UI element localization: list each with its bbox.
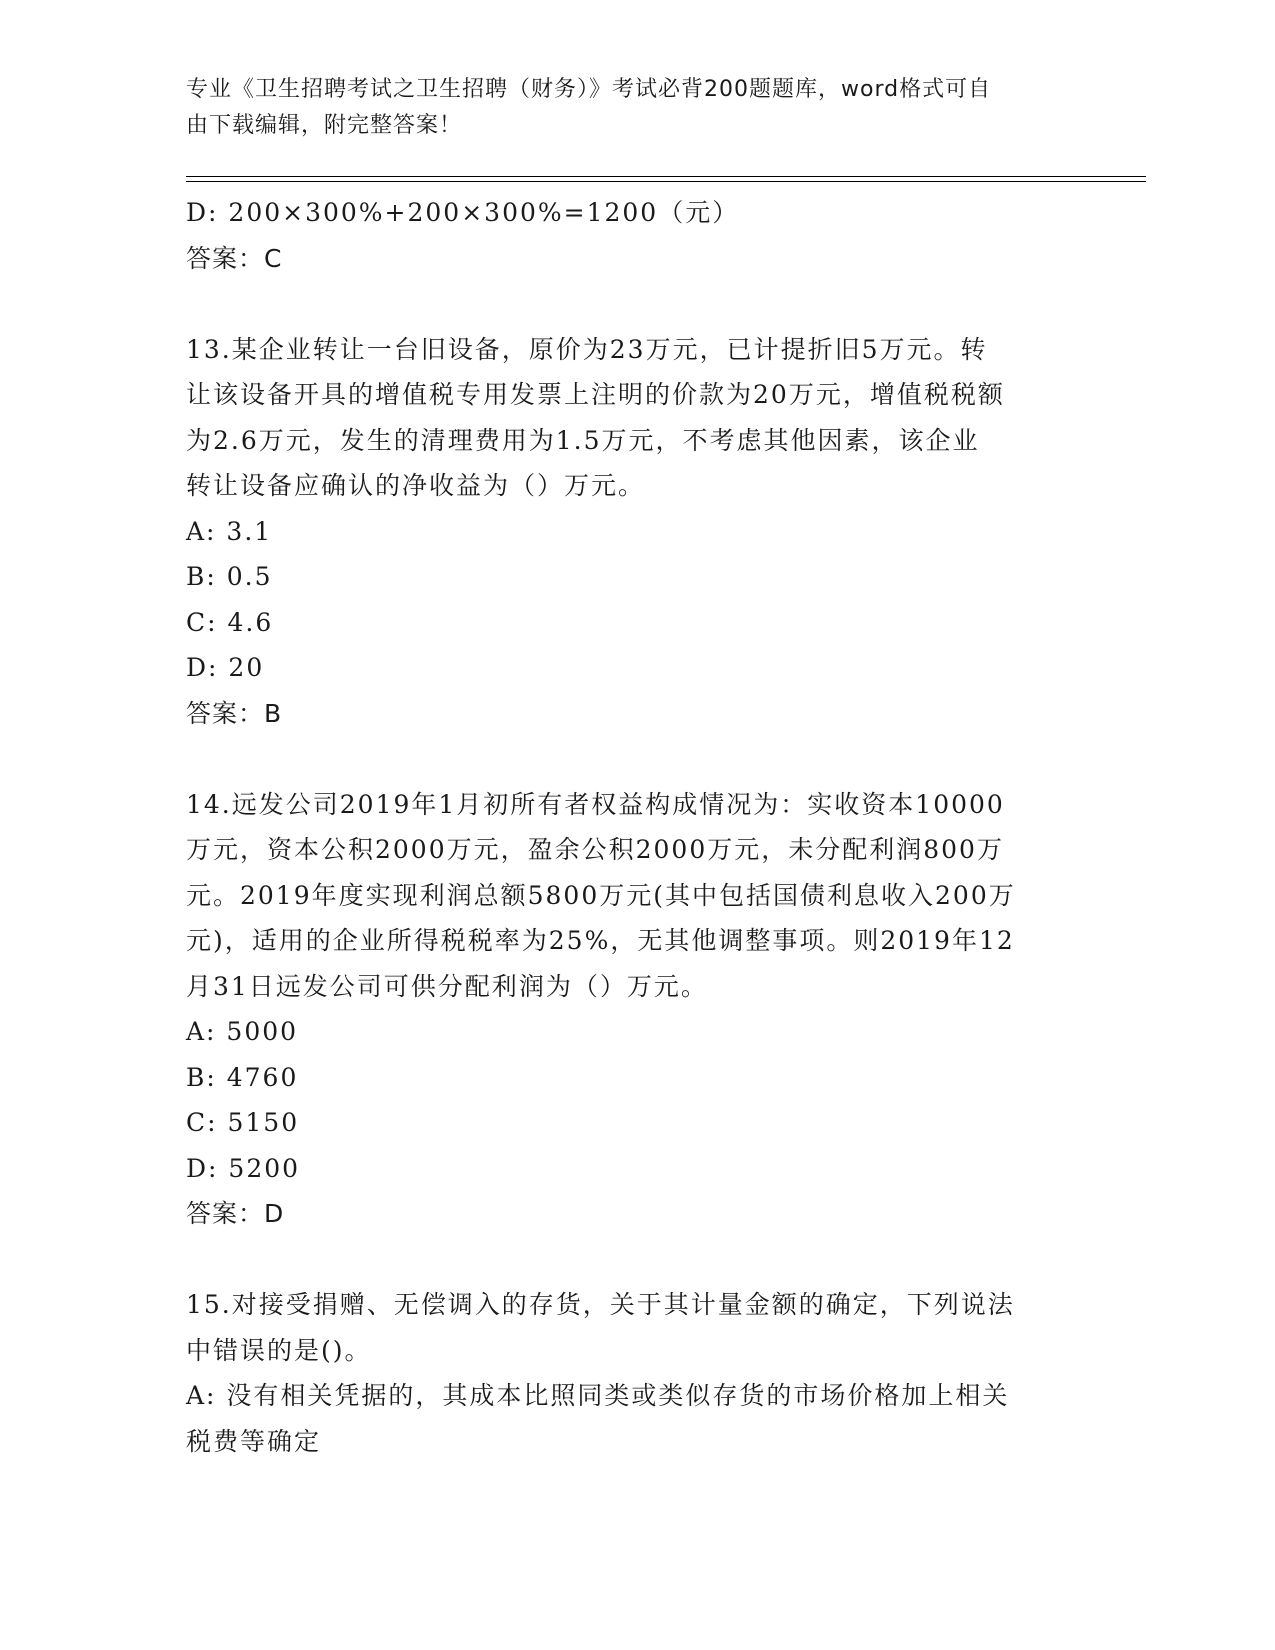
header-line-2: 由下载编辑，附完整答案！ — [186, 113, 463, 138]
header-divider-bottom — [186, 181, 1146, 182]
answer-line: 答案：B — [186, 698, 283, 728]
spacer — [186, 1237, 1066, 1283]
question-text-line: 13.某企业转让一台旧设备，原价为23万元，已计提折旧5万元。转 — [186, 334, 988, 364]
option-d: D: 5200 — [186, 1153, 301, 1183]
option-a: A: 3.1 — [186, 516, 273, 546]
question-text-line: 15.对接受捐赠、无偿调入的存货，关于其计量金额的确定，下列说法 — [186, 1290, 1015, 1319]
question-text-line: 元)，适用的企业所得税税率为25%，无其他调整事项。则2019年12 — [186, 926, 1015, 955]
option-a-continued: 税费等确定 — [186, 1426, 322, 1456]
question-13 — [186, 327, 1066, 737]
previous-question-tail — [186, 190, 1066, 281]
option-b: B: 0.5 — [186, 562, 273, 591]
spacer — [186, 736, 1066, 782]
question-text-line: 万元，资本公积2000万元，盈余公积2000万元，未分配利润800万 — [186, 835, 1004, 864]
answer-line: 答案：C — [186, 243, 283, 273]
question-text-line: 14.远发公司2019年1月初所有者权益构成情况为：实收资本10000 — [186, 789, 1005, 819]
option-a: A: 没有相关凭据的，其成本比照同类或类似存货的市场价格加上相关 — [186, 1381, 1010, 1410]
question-text-line: 为2.6万元，发生的清理费用为1.5万元，不考虑其他因素，该企业 — [186, 425, 980, 455]
header-line-1: 专业《卫生招聘考试之卫生招聘（财务）》考试必背200题题库，word格式可自 — [186, 77, 992, 102]
option-d: D: 200×300%+200×300%=1200（元） — [186, 198, 740, 227]
question-text-line: 元。2019年度实现利润总额5800万元(其中包括国债利息收入200万 — [186, 880, 1016, 910]
option-c: C: 4.6 — [186, 607, 274, 637]
document-body — [186, 190, 1066, 1464]
answer-line: 答案：D — [186, 1199, 285, 1228]
header-divider-top — [186, 176, 1146, 177]
question-text-line: 让该设备开具的增值税专用发票上注明的价款为20万元，增值税税额 — [186, 380, 1005, 409]
question-text-line: 转让设备应确认的净收益为（）万元。 — [186, 471, 646, 500]
option-a: A: 5000 — [186, 1017, 299, 1046]
option-c: C: 5150 — [186, 1108, 300, 1137]
question-text-line: 月31日远发公司可供分配利润为（）万元。 — [186, 971, 708, 1001]
question-14 — [186, 782, 1066, 1237]
spacer — [186, 281, 1066, 327]
question-15 — [186, 1282, 1066, 1464]
option-d: D: 20 — [186, 653, 265, 682]
document-header — [186, 72, 1066, 144]
option-b: B: 4760 — [186, 1062, 299, 1092]
question-text-line: 中错误的是()。 — [186, 1335, 372, 1365]
